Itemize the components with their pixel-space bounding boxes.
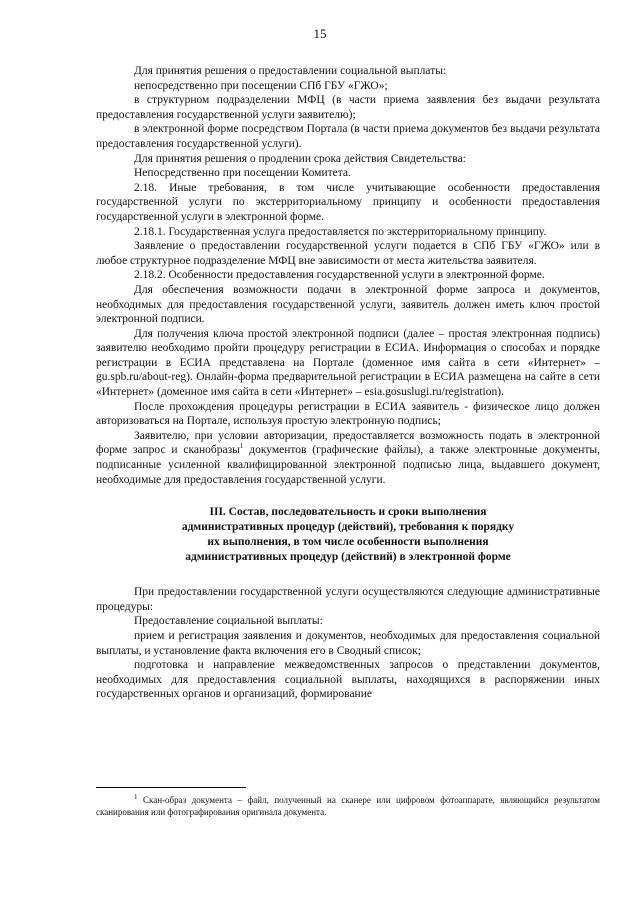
footnote-marker: 1	[134, 793, 138, 801]
page-content	[96, 64, 600, 702]
section-heading-line: III. Состав, последовательность и сроки выполнения	[209, 506, 487, 519]
paragraph: При предоставлении государственной услуги осуществляются следующие административные процедуры:	[96, 586, 600, 613]
footnote-divider	[96, 787, 246, 788]
paragraph: Для обеспечения возможности подачи в электронной форме запроса и документов, необходимых для предоставления государственной услуги, заявитель должен иметь ключ простой электронной подписи.	[96, 283, 600, 326]
paragraph-2-18-2: 2.18.2. Особенности предоставления государственной услуги в электронной форме.	[134, 269, 545, 282]
paragraph-text: документов (графические файлы), а также электронные документы, подписанные усиленной квалифицированной электронной подписью лица, выдавшего документ, необходимые для предоставления государственной услуги.	[96, 444, 600, 486]
footnote	[96, 794, 600, 818]
section-heading	[96, 505, 600, 565]
paragraph: прием и регистрация заявления и документов, необходимых для предоставления социальной выплаты, и установление факта включения его в Сводный список;	[96, 630, 600, 657]
paragraph-scan-images	[96, 429, 600, 487]
paragraph: Непосредственно при посещении Комитета.	[134, 167, 351, 180]
section-heading-line: их выполнения, в том числе особенности выполнения	[207, 536, 489, 549]
section-heading-line: административных процедур (действий), требования к порядку	[181, 521, 515, 534]
footnote-text: Скан-образ документа – файл, полученный на сканере или цифровом фотоаппарате, являющийся результатом сканирования или фотографирования оригинала документа.	[96, 795, 600, 817]
paragraph: Для принятия решения о продлении срока действия Свидетельства:	[134, 152, 466, 165]
paragraph: Заявление о предоставлении государственной услуги подается в СПб ГБУ «ГЖО» или в любое структурное подразделение МФЦ вне зависимости от места жительства заявителя.	[96, 240, 600, 267]
paragraph: непосредственно при посещении СПб ГБУ «ГЖО»;	[134, 79, 388, 92]
paragraph: Для принятия решения о предоставлении социальной выплаты:	[134, 65, 447, 77]
footnote-reference[interactable]: 1	[239, 442, 244, 451]
page-number: 15	[313, 26, 327, 41]
paragraph-2-18: 2.18. Иные требования, в том числе учитывающие особенности предоставления государственной услуги по экстерриториальному принципу и особенности предоставления государственной услуги в электронной форме.	[96, 181, 600, 223]
section-heading-line: административных процедур (действий) в электронной форме	[185, 551, 511, 564]
paragraph: После прохождения процедуры регистрации в ЕСИА заявитель - физическое лицо должен авторизоваться на Портале, используя простую электронную подпись;	[96, 400, 600, 428]
paragraph: подготовка и направление межведомственных запросов о представлении документов, необходимых для предоставления социальной выплаты, находящихся в распоряжении иных государственных органов и организаций, формирование	[96, 659, 600, 701]
paragraph: в электронной форме посредством Портала (в части приема документов без выдачи результата предоставления государственной услуги).	[96, 123, 600, 150]
paragraph-2-18-1: 2.18.1. Государственная услуга предоставляется по экстерриториальному принципу.	[134, 225, 547, 238]
paragraph: Предоставление социальной выплаты:	[134, 615, 323, 628]
paragraph: Для получения ключа простой электронной подписи (далее – простая электронная подпись) заявителю необходимо пройти процедуру регистрации в ЕСИА. Информация о способах и порядке регистрации в ЕСИА представлена на Портале (доменное имя сайта в сети «Интернет» – gu.spb.ru/about-reg). Онлайн-форма предварительной регистрации в ЕСИА размещена на сайте в сети «Интернет» (доменное имя сайта в сети «Интернет» – esia.gosuslugi.ru/registration).	[96, 327, 600, 399]
paragraph: в структурном подразделении МФЦ (в части приема заявления без выдачи результата предоставления государственной услуги заявителю);	[96, 94, 600, 121]
paragraph-text: Заявителю, при условии авторизации, предоставляется возможность подать в электронной форме запрос и сканобразы	[96, 429, 600, 457]
